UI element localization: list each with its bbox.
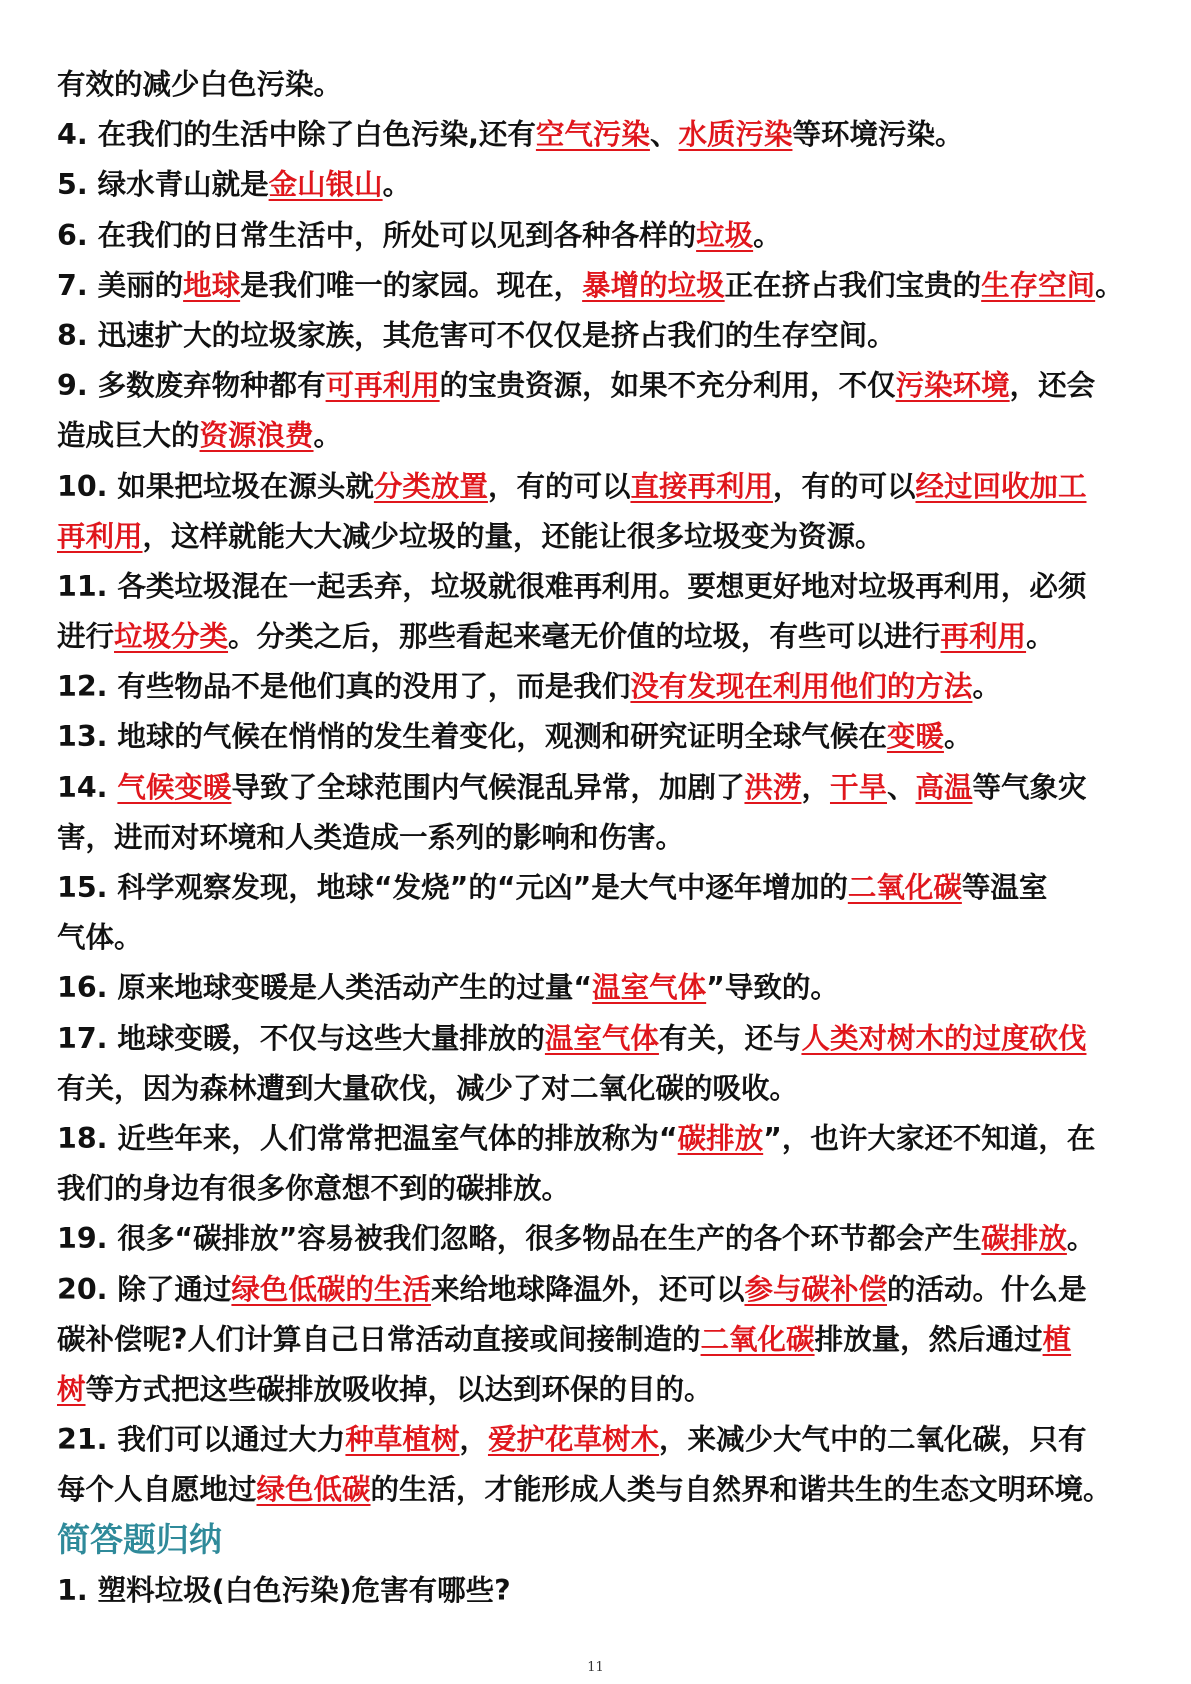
highlighted-answer: 人类对树木的过度砍伐 xyxy=(801,1021,1087,1055)
text-line xyxy=(57,160,1137,210)
question-1: 1. 塑料垃圾(白色污染)危害有哪些? xyxy=(57,1573,511,1607)
text-segment: 10. 如果把垃圾在源头就 xyxy=(57,469,374,503)
text-line xyxy=(57,411,1137,461)
text-segment: 等环境污染。 xyxy=(792,118,964,152)
highlighted-answer: 水质污染 xyxy=(678,118,793,152)
highlighted-answer: 生存空间 xyxy=(981,268,1096,302)
text-segment: 11. 各类垃圾混在一起丢弃，垃圾就很难再利用。要想更好地对垃圾再利用，必须 xyxy=(57,569,1087,603)
highlighted-answer: 种草植树 xyxy=(345,1423,460,1457)
highlighted-answer: 绿色低碳的生活 xyxy=(231,1272,431,1306)
text-line xyxy=(57,913,1137,963)
highlighted-answer: 碳排放 xyxy=(677,1121,764,1155)
text-line xyxy=(57,1064,1137,1114)
text-line xyxy=(57,361,1137,411)
text-line xyxy=(57,110,1137,160)
text-line xyxy=(57,311,1137,361)
text-line xyxy=(57,1365,1137,1415)
highlighted-answer: 参与碳补偿 xyxy=(744,1272,887,1306)
text-segment: ”，也许大家还不知道，在 xyxy=(763,1121,1096,1155)
text-segment: 6. 在我们的日常生活中，所处可以见到各种各样的 xyxy=(57,218,697,252)
knowledge-points xyxy=(57,60,1137,1515)
text-segment: 害，进而对环境和人类造成一系列的影响和伤害。 xyxy=(57,820,685,854)
text-segment: 的活动。什么是 xyxy=(886,1272,1087,1306)
highlighted-answer: 变暖 xyxy=(886,720,944,754)
text-segment: 21. 我们可以通过大力 xyxy=(57,1423,346,1457)
page-content xyxy=(57,60,1137,1616)
text-line xyxy=(57,211,1137,261)
text-line xyxy=(57,1415,1137,1465)
text-line xyxy=(57,462,1137,512)
text-segment: 17. 地球变暖，不仅与这些大量排放的 xyxy=(57,1021,545,1055)
text-segment: 。 xyxy=(1095,268,1124,302)
highlighted-answer: 直接再利用 xyxy=(630,469,773,503)
text-line xyxy=(57,1014,1137,1064)
text-line xyxy=(57,712,1137,762)
highlighted-answer: 绿色低碳 xyxy=(256,1473,371,1507)
highlighted-answer: 气候变暖 xyxy=(117,770,232,804)
text-line xyxy=(57,612,1137,662)
highlighted-answer: 资源浪费 xyxy=(199,419,314,453)
highlighted-answer: 垃圾 xyxy=(696,218,754,252)
text-line xyxy=(57,813,1137,863)
text-segment: 。 xyxy=(972,670,1001,704)
highlighted-answer: 没有发现在利用他们的方法 xyxy=(630,670,973,704)
highlighted-answer: 高温 xyxy=(915,770,973,804)
highlighted-answer: 分类放置 xyxy=(373,469,488,503)
text-segment: ，有的可以 xyxy=(772,469,916,503)
text-segment: ，来减少大气中的二氧化碳，只有 xyxy=(658,1423,1087,1457)
text-segment: 19. 很多“碳排放”容易被我们忽略，很多物品在生产的各个环节都会产生 xyxy=(57,1222,982,1256)
text-segment: 。 xyxy=(382,168,412,202)
text-segment: 13. 地球的气候在悄悄的发生着变化，观测和研究证明全球气候在 xyxy=(57,720,887,754)
section-title: 简答题归纳 xyxy=(57,1520,222,1560)
text-segment: 。 xyxy=(1026,620,1055,654)
text-line xyxy=(57,512,1137,562)
text-segment: 18. 近些年来，人们常常把温室气体的排放称为“ xyxy=(57,1121,678,1155)
text-segment: 。 xyxy=(1066,1222,1096,1256)
text-segment: 等方式把这些碳排放吸收掉，以达到环保的目的。 xyxy=(85,1372,713,1406)
text-segment: 7. 美丽的 xyxy=(57,268,184,302)
text-line xyxy=(57,562,1137,612)
highlighted-answer: 树 xyxy=(57,1372,86,1406)
text-segment: 、 xyxy=(649,118,679,152)
text-segment: 5. 绿水青山就是 xyxy=(57,168,269,202)
highlighted-answer: 二氧化碳 xyxy=(847,871,962,904)
text-segment: 。 xyxy=(943,720,973,754)
text-line xyxy=(57,863,1137,913)
highlighted-answer: 碳排放 xyxy=(981,1222,1067,1256)
highlighted-answer: 温室气体 xyxy=(544,1021,659,1055)
text-segment: 正在挤占我们宝贵的 xyxy=(724,268,982,302)
text-segment: 每个人自愿地过 xyxy=(57,1473,257,1507)
text-segment: ， xyxy=(801,770,830,804)
highlighted-answer: 爱护花草树木 xyxy=(487,1423,659,1457)
text-line xyxy=(57,1214,1137,1264)
text-segment: 有关，还与 xyxy=(658,1021,802,1055)
text-segment: 等温室 xyxy=(961,871,1048,904)
text-segment: 。 xyxy=(313,419,343,453)
text-segment: 来给地球降温外，还可以 xyxy=(430,1272,745,1306)
text-segment: 14. xyxy=(57,770,118,804)
text-segment: 、 xyxy=(887,770,916,804)
text-segment: ，有的可以 xyxy=(487,469,631,503)
text-line xyxy=(57,1114,1137,1164)
text-segment: 排放量，然后通过 xyxy=(814,1322,1043,1356)
text-segment: 。 xyxy=(753,218,782,252)
highlighted-answer: 二氧化碳 xyxy=(700,1322,815,1356)
text-segment: 9. 多数废弃物种都有 xyxy=(57,369,326,403)
text-segment: 进行 xyxy=(57,620,115,654)
highlighted-answer: 地球 xyxy=(183,268,241,302)
highlighted-answer: 再利用 xyxy=(940,620,1027,654)
text-segment: 有效的减少白色污染。 xyxy=(57,68,343,101)
text-segment: ，这样就能大大减少垃圾的量，还能让很多垃圾变为资源。 xyxy=(142,519,884,553)
highlighted-answer: 垃圾分类 xyxy=(114,620,229,654)
text-segment: 有关，因为森林遭到大量砍伐，减少了对二氧化碳的吸收。 xyxy=(57,1071,799,1105)
text-segment: 碳补偿呢?人们计算自己日常活动直接或间接制造的 xyxy=(57,1322,701,1356)
text-segment: 的宝贵资源，如果不充分利用，不仅 xyxy=(439,369,896,403)
highlighted-answer: 经过回收加工 xyxy=(915,469,1087,503)
text-segment: 我们的身边有很多你意想不到的碳排放。 xyxy=(57,1172,571,1206)
text-segment: 气体。 xyxy=(57,921,143,955)
text-line xyxy=(57,662,1137,712)
highlighted-answer: 可再利用 xyxy=(325,369,440,403)
page-number: 11 xyxy=(587,1660,604,1675)
highlighted-answer: 金山银山 xyxy=(268,168,383,202)
text-segment: ， xyxy=(459,1423,488,1457)
text-line xyxy=(57,1265,1137,1315)
text-segment: 是我们唯一的家园。现在， xyxy=(240,268,583,302)
text-segment: 16. 原来地球变暖是人类活动产生的过量“ xyxy=(57,971,593,1005)
text-line xyxy=(57,1164,1137,1214)
highlighted-answer: 空气污染 xyxy=(535,118,650,152)
text-segment: 8. 迅速扩大的垃圾家族，其危害可不仅仅是挤占我们的生存空间。 xyxy=(57,318,896,352)
text-segment: ，还会 xyxy=(1009,369,1096,403)
text-line xyxy=(57,763,1137,813)
highlighted-answer: 再利用 xyxy=(57,519,143,553)
text-segment: 4. 在我们的生活中除了白色污染,还有 xyxy=(57,118,536,152)
highlighted-answer: 污染环境 xyxy=(895,369,1010,403)
text-segment: 等气象灾 xyxy=(972,770,1087,804)
highlighted-answer: 温室气体 xyxy=(592,971,707,1005)
text-line xyxy=(57,963,1137,1013)
text-line xyxy=(57,1315,1137,1365)
text-segment: 20. 除了通过 xyxy=(57,1272,232,1306)
highlighted-answer: 暴增的垃圾 xyxy=(582,268,725,302)
text-segment: 导致了全球范围内气候混乱异常，加剧了 xyxy=(231,770,745,804)
highlighted-answer: 植 xyxy=(1042,1322,1072,1356)
highlighted-answer: 洪涝 xyxy=(744,770,802,804)
text-segment: 造成巨大的 xyxy=(57,419,200,453)
text-segment: 15. 科学观察发现，地球“发烧”的“元凶”是大气中逐年增加的 xyxy=(57,871,848,904)
text-line xyxy=(57,261,1137,311)
text-segment: ”导致的。 xyxy=(706,971,839,1005)
text-line xyxy=(57,60,1137,110)
text-segment: 的生活，才能形成人类与自然界和谐共生的生态文明环境。 xyxy=(370,1473,1112,1507)
text-line xyxy=(57,1465,1137,1515)
text-segment: 。分类之后，那些看起来毫无价值的垃圾，有些可以进行 xyxy=(228,620,941,654)
highlighted-answer: 干旱 xyxy=(829,770,887,804)
text-segment: 12. 有些物品不是他们真的没用了，而是我们 xyxy=(57,670,631,704)
